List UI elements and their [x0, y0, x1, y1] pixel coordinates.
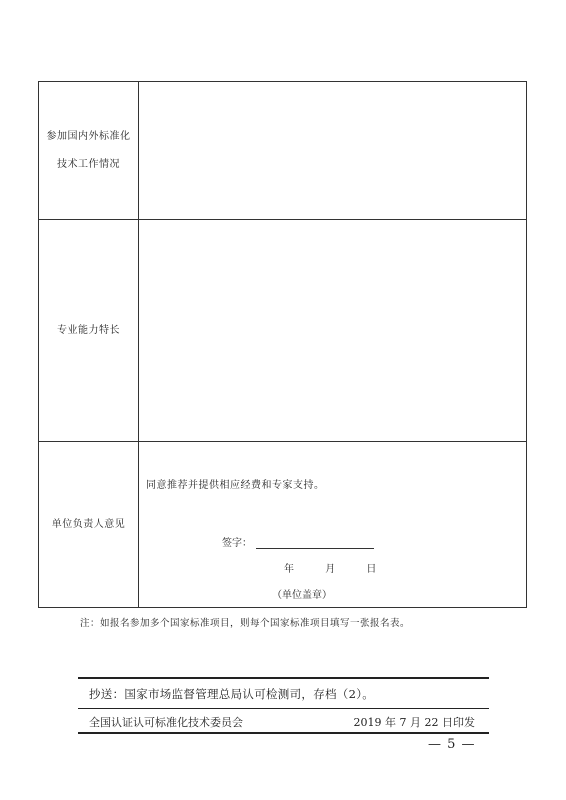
- row-label: 技术工作情况: [57, 158, 120, 170]
- divider: [78, 708, 489, 709]
- row-label-cell: [39, 442, 139, 608]
- table-row: [39, 82, 526, 220]
- form-note: 注：如报名参加多个国家标准项目，则每个国家标准项目填写一张报名表。: [80, 618, 411, 629]
- seal-label: （单位盖章）: [272, 590, 332, 601]
- content-cell[interactable]: [138, 220, 526, 441]
- signature-row: [222, 534, 374, 549]
- day-label: 日: [366, 564, 377, 575]
- row-label: 参加国内外标准化: [46, 130, 131, 142]
- cc-line: 抄送：国家市场监督管理总局认可检测司，存档（2）。: [89, 687, 375, 701]
- table-row: [39, 220, 526, 442]
- month-label: 月: [325, 564, 336, 575]
- date-row: [284, 560, 390, 575]
- row-label: 单位负责人意见: [51, 519, 126, 530]
- issue-date: 2019 年 7 月 22 日印发: [353, 716, 475, 729]
- signature-line[interactable]: [256, 538, 374, 549]
- signature-label: 签字：: [222, 538, 252, 549]
- opinion-cell: [138, 442, 526, 608]
- divider: [78, 732, 489, 734]
- application-form-table: [38, 81, 527, 608]
- page-number: — 5 —: [428, 737, 476, 752]
- content-cell[interactable]: [138, 82, 526, 219]
- issuer: 全国认证认可标准化技术委员会: [89, 716, 243, 729]
- row-label: 专业能力特长: [57, 324, 120, 336]
- row-label-cell: [39, 82, 139, 219]
- table-row: [39, 442, 526, 608]
- row-label-cell: [39, 220, 139, 441]
- opinion-text: 同意推荐并提供相应经费和专家支持。: [146, 480, 325, 491]
- divider: [78, 677, 489, 679]
- year-label: 年: [284, 564, 294, 575]
